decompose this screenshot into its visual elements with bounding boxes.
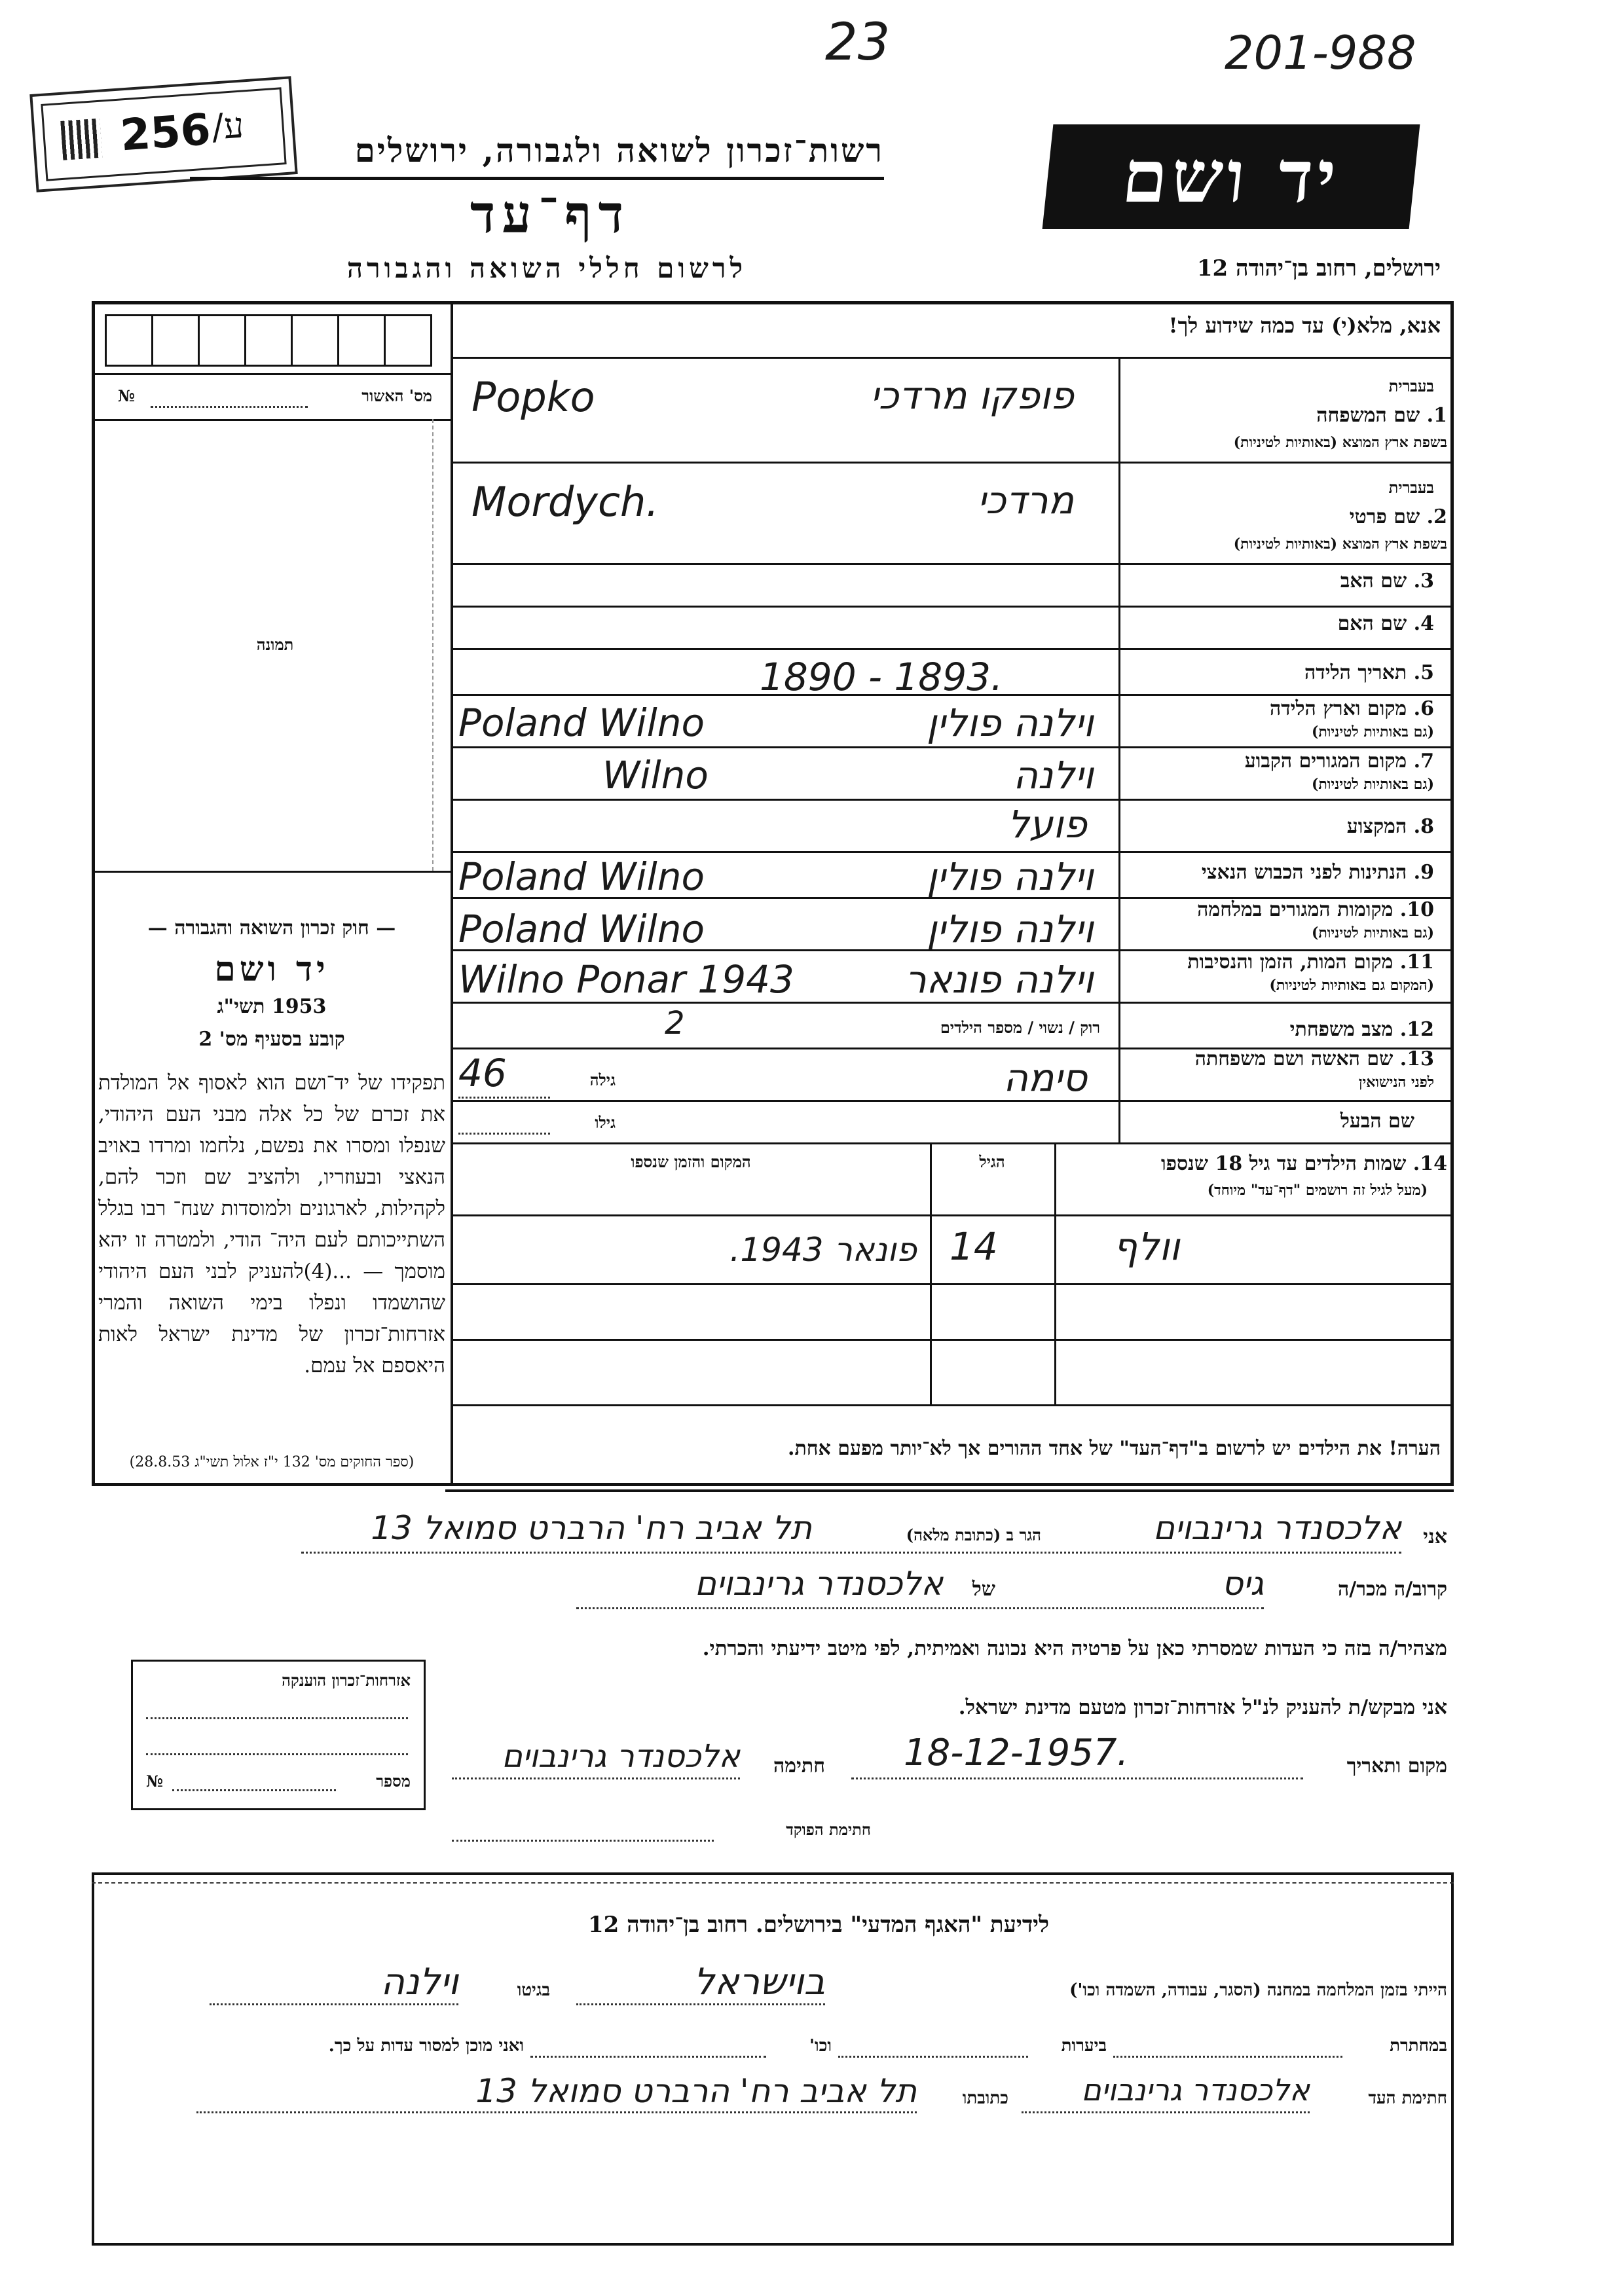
field-8-bottom — [451, 851, 1454, 853]
field-1-label-block — [1123, 363, 1447, 462]
husband-bottom — [451, 1142, 1454, 1144]
request-text: אני מבקש/ת להעניק לנ"ל אזרחות־זכרון מטעם מדינת ישראל. — [958, 1696, 1447, 1719]
stamp-number: 256 — [119, 104, 213, 161]
form-title: דף־עד — [470, 183, 631, 245]
approval-number-box — [105, 314, 432, 367]
photo-label: תמונה — [256, 635, 294, 654]
scientific-dash-top — [92, 1882, 1454, 1884]
field-2-bottom — [451, 563, 1454, 565]
signature-label: חתימה — [773, 1755, 825, 1777]
field-7-label: 7. מקום המגורים הקבוע — [1244, 750, 1434, 773]
scientific-camp-line — [576, 2003, 825, 2005]
husband-age-line[interactable] — [458, 1133, 550, 1135]
header-address: ירושלים, רחוב בן־יהודה 12 — [1196, 255, 1441, 282]
field-13-age[interactable]: 46 — [458, 1051, 507, 1095]
field-13-label: 13. שם האשה ושם משפחתה — [1194, 1048, 1434, 1070]
scientific-forests-label: ביערות — [1061, 2036, 1107, 2056]
instruction-separator — [451, 357, 1454, 359]
field-6-value-he[interactable]: וילנה פולין — [926, 701, 1094, 745]
field-8-value[interactable]: פועל — [1007, 802, 1087, 847]
field-10-value-he[interactable]: וילנה פולין — [926, 907, 1094, 951]
child-1-age[interactable]: 14 — [950, 1224, 998, 1269]
citizenship-box-number-line — [172, 1789, 336, 1791]
place-date-label: מקום ותאריך — [1346, 1755, 1447, 1777]
file-number: 201-988 — [1225, 26, 1416, 80]
field-13-sublabel: לפני הנישואין — [1358, 1074, 1434, 1091]
logo-text: יד ושם — [1118, 134, 1344, 219]
child-row-2-bottom — [451, 1339, 1454, 1341]
relation-value[interactable]: גיס — [1221, 1565, 1264, 1603]
officer-signature-line[interactable] — [452, 1840, 714, 1842]
children-col-2 — [1054, 1142, 1056, 1404]
field-13-age-line — [458, 1097, 550, 1099]
scientific-forests-line[interactable] — [838, 2056, 1028, 2058]
field-9-value-latin[interactable]: Poland Wilno — [458, 854, 705, 899]
place-date-line — [851, 1777, 1303, 1779]
field-9-value-he[interactable]: וילנה פולין — [926, 854, 1094, 899]
signature-value[interactable]: אלכסנדר גרינבוים — [502, 1738, 740, 1775]
declarant-line-1 — [301, 1552, 1401, 1554]
field-3-bottom — [451, 606, 1454, 608]
citizenship-box-title: אזרחות־זכרון הוענקה — [282, 1671, 411, 1690]
field-2-value-latin[interactable]: Mordych. — [471, 478, 659, 526]
scientific-witness-sig-line — [1022, 2111, 1310, 2113]
citizenship-box-number-suffix: № — [146, 1772, 164, 1791]
scientific-ghetto-value[interactable]: וילנה — [380, 1961, 458, 2003]
field-13-value[interactable]: סימה — [1003, 1055, 1087, 1100]
declarant-top-line — [445, 1489, 1454, 1492]
declarant-address-label: הגר ב (כתובת מלאה) — [906, 1525, 1041, 1544]
scientific-address-line — [196, 2111, 917, 2113]
field-13-age-label: גילה — [589, 1070, 616, 1089]
declarant-line-2 — [576, 1607, 1264, 1609]
law-clause: קובע בסעיף מס' 2 — [198, 1028, 345, 1051]
law-text: תפקידו של יד־ושם הוא לאסוף אל המולדת את זכרם של כל אלה מבני העם היהודי, שנפלו ומסרו את נפשם, נלחמו ומרדו באויב הנאצי ובעוזריו, ולהציב שם וזכר להם, לקהילות, לארגונים ולמוסדות שנח־ רבו בגלל השתייכותם לעם היה־ הודי, ולמטרה זו יהא מוסמך — ...(4)להעניק לבני העם היהודי שהושמדו ונפלו בימי השואה והמרי אזרחות־זכרון של מדינת ישראל לאות היאספם אל עמם. — [98, 1071, 445, 1377]
field-6-label: 6. מקום וארץ הלידה — [1269, 697, 1434, 720]
field-11-value-latin[interactable]: Wilno Ponar 1943 — [458, 957, 794, 1002]
scientific-line2-end: ואני מוכן למסור עדות על כך. — [328, 2036, 524, 2056]
scientific-ghetto-line — [210, 2003, 458, 2005]
field-2-label-block — [1123, 465, 1447, 563]
citizenship-box-number-label: מספר — [376, 1772, 411, 1791]
field-1-bottom — [451, 462, 1454, 464]
field-6-bottom — [451, 746, 1454, 748]
place-date-value[interactable]: 18-12-1957. — [904, 1732, 1129, 1774]
children-header-bottom — [451, 1214, 1454, 1216]
scientific-line1-prefix: הייתי בזמן המלחמה במחנה (הסגר, עבודה, השמדה וכו') — [1069, 1980, 1447, 2000]
field-12-children[interactable]: 2 — [665, 1005, 685, 1042]
photo-area — [432, 419, 452, 871]
relation-name[interactable]: אלכסנדר גרינבוים — [694, 1565, 943, 1603]
field-7-value-latin[interactable]: Wilno — [602, 753, 709, 797]
scientific-underground-line[interactable] — [1113, 2056, 1342, 2058]
scientific-witness-sig-label: חתימת העד — [1368, 2088, 1447, 2108]
child-1-name[interactable]: וולף — [1113, 1224, 1180, 1269]
child-row-1-bottom — [451, 1283, 1454, 1285]
form-subtitle: לרשום חללי השואה והגבורה — [346, 252, 747, 284]
field-5-bottom — [451, 694, 1454, 696]
children-note: הערה! את הילדים יש לרשום ב"דף־העד" של אחד ההורים אך לא־יותר מפעם אחת. — [788, 1437, 1441, 1460]
child-row-3-bottom — [451, 1404, 1454, 1406]
child-1-place[interactable]: פונאר 1943. — [729, 1231, 917, 1269]
scientific-witness-sig-value[interactable]: אלכסנדר גרינבוים — [1081, 2072, 1310, 2107]
field-10-label: 10. מקומות המגורים במלחמה — [1197, 898, 1434, 921]
children-col-1 — [930, 1142, 932, 1404]
field-13-bottom — [451, 1100, 1454, 1102]
declarant-address[interactable]: תל אביב רח' הרברט סמואל 13 — [371, 1509, 812, 1547]
scientific-address-label: כתובתו — [962, 2088, 1008, 2108]
officer-signature-label: חתימת הפוקד — [786, 1820, 871, 1839]
scientific-etc-label: וכו' — [809, 2036, 832, 2056]
field-3-label: 3. שם האב — [1340, 570, 1434, 592]
husband-label: שם הבעל — [1340, 1110, 1414, 1133]
children-label: 14. שמות הילדים עד גיל 18 שנספו — [1160, 1152, 1447, 1175]
scientific-address-value[interactable]: תל אביב רח' הרברט סמואל 13 — [475, 2072, 917, 2110]
field-1-sublabel: בשפת ארץ המוצא (באותיות לטיניות) — [1233, 434, 1447, 451]
declaration-text: מצהיר/ה בזה כי העדות שמסרתי כאן על פרטיה היא נכונה ואמיתית, לפי מיטב ידיעתי והכרתי. — [702, 1637, 1447, 1660]
field-1-value-latin[interactable]: Popko — [471, 373, 595, 421]
relation-prefix: קרוב/ה מכר/ה — [1338, 1578, 1447, 1601]
field-6-sublabel: (גם באותיות לטיניות) — [1311, 723, 1434, 740]
field-7-bottom — [451, 799, 1454, 801]
approval-no-suffix: № — [118, 386, 136, 405]
scientific-underground-label: במחתרת — [1390, 2036, 1447, 2056]
field-12-label: 12. מצב משפחתי — [1289, 1018, 1434, 1041]
photo-bottom-line — [92, 871, 451, 873]
field-10-value-latin[interactable]: Poland Wilno — [458, 907, 705, 951]
field-4-bottom — [451, 648, 1454, 650]
approval-separator — [92, 373, 451, 375]
stamp-barcode — [60, 118, 102, 160]
children-col-age: הגיל — [979, 1152, 1005, 1171]
field-11-sublabel: (המקום גם באותיות לטיניות) — [1269, 977, 1434, 994]
approval-no-line[interactable] — [151, 406, 308, 408]
field-1-label: 1. שם המשפחה — [1316, 404, 1447, 427]
scientific-camp-value[interactable]: בוישראל — [693, 1961, 825, 2003]
children-sublabel: (מעל לגיל זה רושמים "דף־עד" מיוחד) — [1207, 1182, 1428, 1199]
signature-line — [452, 1777, 740, 1779]
field-2-lang-label: בעברית — [1388, 478, 1434, 497]
law-reference: (ספר החוקים מס' 132 י"ז אלול תשי"ג 28.8.53) — [129, 1454, 415, 1470]
authority-underline — [190, 177, 884, 180]
field-5-value[interactable]: 1890 - 1893. — [760, 655, 1003, 699]
relation-mid: של — [972, 1578, 995, 1601]
field-6-value-latin[interactable]: Poland Wilno — [458, 701, 705, 745]
authority-name: רשות־זכרון לשואה ולגבורה, ירושלים — [354, 131, 884, 170]
field-1-lang-label: בעברית — [1388, 376, 1434, 395]
field-9-label: 9. הנתינות לפני הכבוש הנאצי — [1201, 861, 1434, 884]
field-4-label: 4. שם האם — [1337, 612, 1434, 635]
field-2-label: 2. שם פרטי — [1349, 505, 1447, 528]
field-2-sublabel: בשפת ארץ המוצא (באותיות לטיניות) — [1233, 536, 1447, 553]
field-11-value-he[interactable]: וילנה פונאר — [904, 957, 1094, 1002]
citizenship-box — [131, 1660, 426, 1810]
label-column-divider — [1118, 357, 1120, 1142]
field-1-value-he[interactable]: פופקו מרדכי — [870, 373, 1074, 418]
field-12-options: רוק / נשוי / מספר הילדים — [940, 1018, 1100, 1037]
citizenship-box-line-2 — [146, 1753, 408, 1755]
scientific-ghetto-label: בגיטו — [517, 1980, 550, 2000]
field-10-sublabel: (גם באותיות לטיניות) — [1311, 924, 1434, 941]
law-year: 1953 תשי"ג — [217, 995, 327, 1018]
field-8-label: 8. המקצוע — [1346, 815, 1434, 838]
approval-no-label: מס' האשור — [361, 386, 432, 405]
husband-age-label: גילו — [595, 1113, 616, 1132]
form-instruction: אנא, מלא(י) עד כמה שידוע לך! — [1168, 313, 1441, 338]
law-logo: יד ושם — [214, 949, 329, 989]
field-7-value-he[interactable]: וילנה — [1013, 753, 1094, 797]
declarant-prefix: אני — [1423, 1525, 1447, 1548]
field-2-value-he[interactable]: מרדכי — [977, 478, 1074, 522]
scientific-etc-line[interactable] — [530, 2056, 766, 2058]
field-11-bottom — [451, 1002, 1454, 1004]
field-7-sublabel: (גם באותיות לטיניות) — [1311, 776, 1434, 793]
page-number: 23 — [825, 13, 891, 72]
yad-vashem-logo — [1043, 124, 1420, 229]
field-11-label: 11. מקום המות, הזמן והנסיבות — [1187, 951, 1434, 974]
field-5-label: 5. תאריך הלידה — [1304, 661, 1434, 684]
citizenship-box-line-1 — [146, 1717, 408, 1719]
children-col-place: המקום והזמן שנספו — [631, 1152, 751, 1171]
law-title: — חוק זכרון השואה והגבורה — — [147, 917, 396, 939]
declarant-name[interactable]: אלכסנדר גרינבוים — [1153, 1509, 1401, 1547]
photo-top-line — [92, 419, 451, 421]
scientific-title: לידיעת "האגף המדעי" בירושלים. רחוב בן־יהודה 12 — [588, 1912, 1049, 1938]
stamp-suffix: ע/ — [210, 104, 246, 148]
